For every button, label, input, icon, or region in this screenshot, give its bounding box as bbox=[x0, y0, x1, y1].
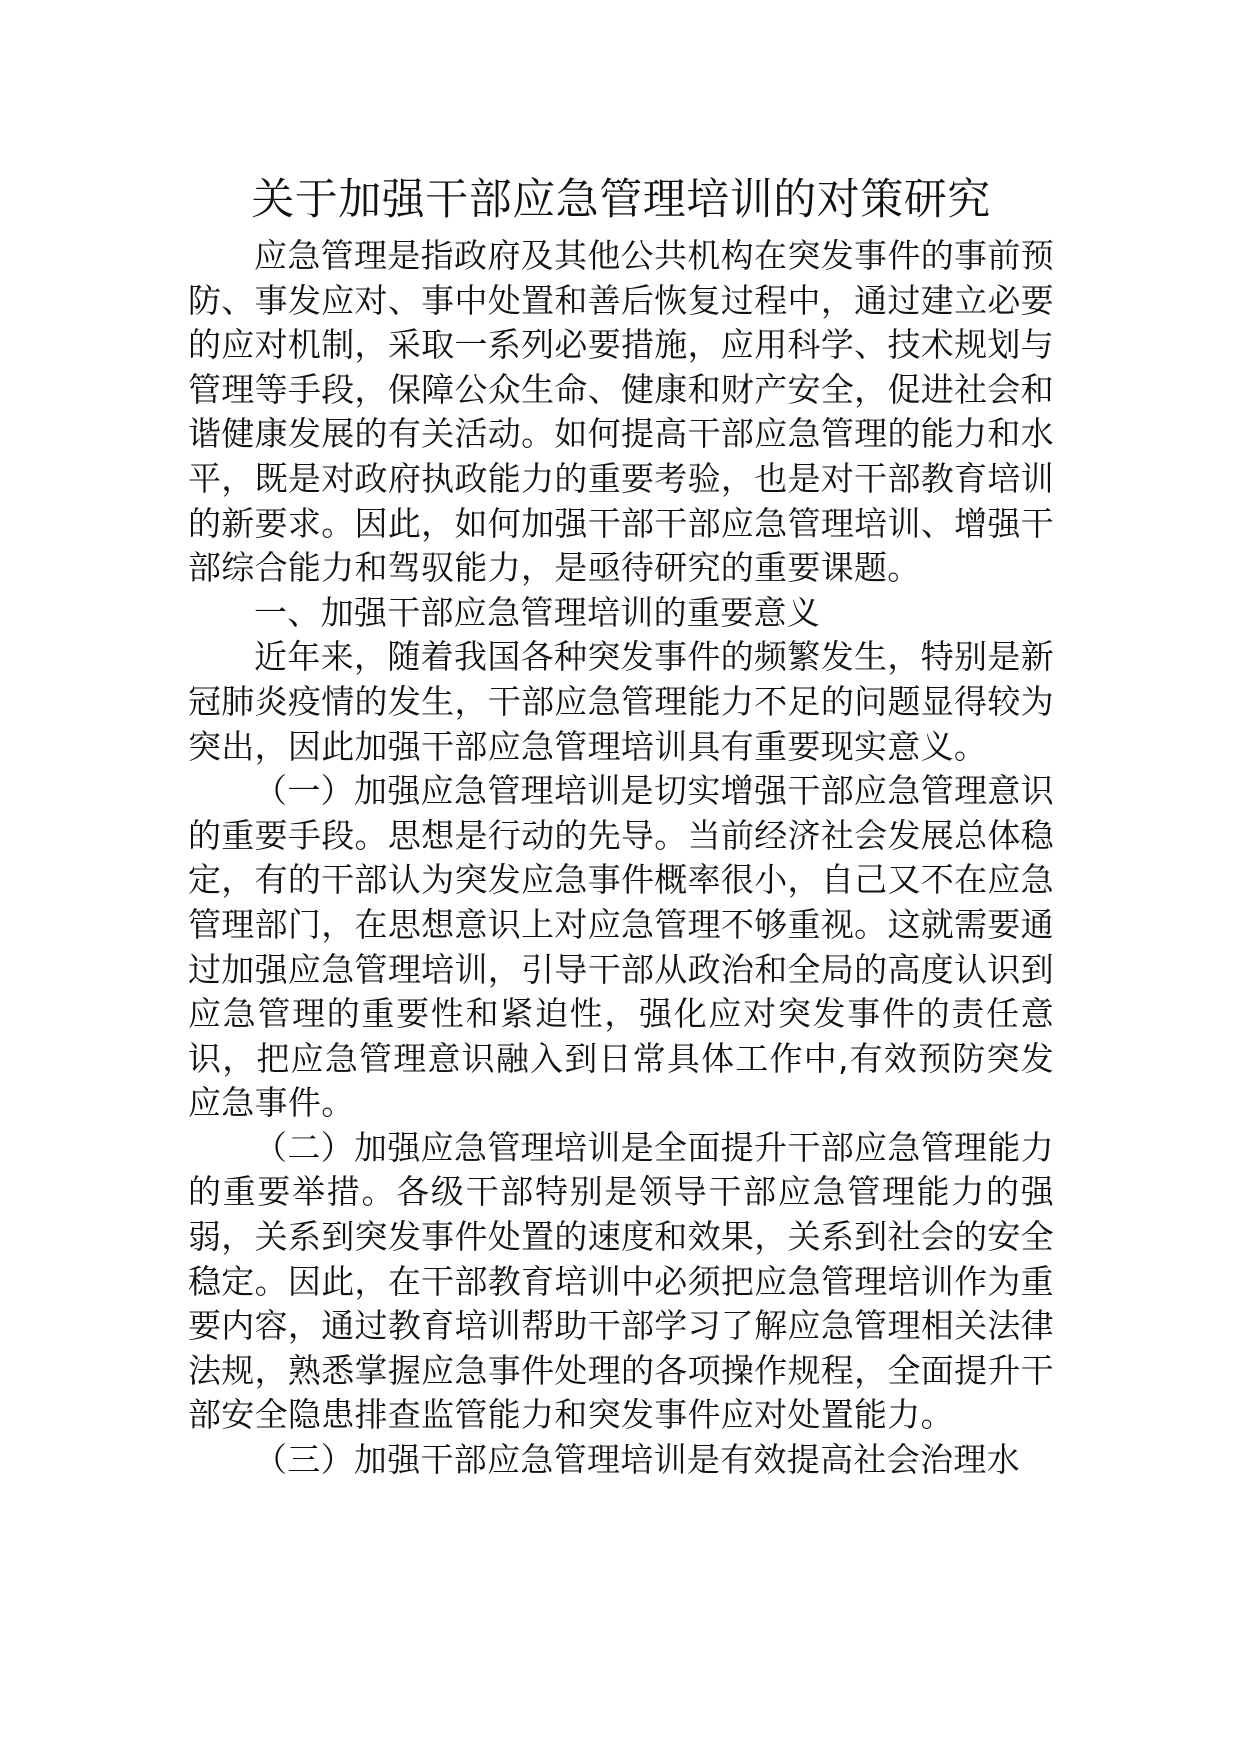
paragraph-point-3: （三）加强干部应急管理培训是有效提高社会治理水 bbox=[254, 1440, 1020, 1480]
paragraph-point-2: （二）加强应急管理培训是全面提升干部应急管理能力的重要举措。各级干部特别是领导干部应急管理能力的强弱，关系到突发事件处置的速度和效果，关系到社会的安全稳定。因此，在干部教育培训中必须把应急管理培训作为重要内容，通过教育培训帮助干部学习了解应急管理相关法律法规，熟悉掌握应急事件处理的各项操作规程，全面提升干部安全隐患排查监管能力和突发事件应对处置能力。 bbox=[188, 1127, 1054, 1435]
paragraph-intro: 应急管理是指政府及其他公共机构在突发事件的事前预防、事发应对、事中处置和善后恢复过程中，通过建立必要的应对机制，采取一系列必要措施，应用科学、技术规划与管理等手段，保障公众生命、健康和财产安全，促进社会和谐健康发展的有关活动。如何提高干部应急管理的能力和水平，既是对政府执政能力的重要考验，也是对干部教育培训的新要求。因此，如何加强干部干部应急管理培训、增强干部综合能力和驾驭能力，是亟待研究的重要课题。 bbox=[188, 236, 1054, 588]
document-title: 关于加强干部应急管理培训的对策研究 bbox=[251, 175, 991, 225]
section-heading-1: 一、加强干部应急管理培训的重要意义 bbox=[254, 592, 821, 632]
paragraph-section-1: 近年来，随着我国各种突发事件的频繁发生，特别是新冠肺炎疫情的发生，干部应急管理能力不足的问题显得较为突出，因此加强干部应急管理培训具有重要现实意义。 bbox=[188, 637, 1054, 766]
paragraph-point-1: （一）加强应急管理培训是切实增强干部应急管理意识的重要手段。思想是行动的先导。当前经济社会发展总体稳定，有的干部认为突发应急事件概率很小，自己又不在应急管理部门，在思想意识上对应急管理不够重视。这就需要通过加强应急管理培训，引导干部从政治和全局的高度认识到应急管理的重要性和紧迫性，强化应对突发事件的责任意识，把应急管理意识融入到日常具体工作中,有效预防突发应急事件。 bbox=[188, 771, 1054, 1123]
document-page bbox=[188, 172, 1054, 1483]
